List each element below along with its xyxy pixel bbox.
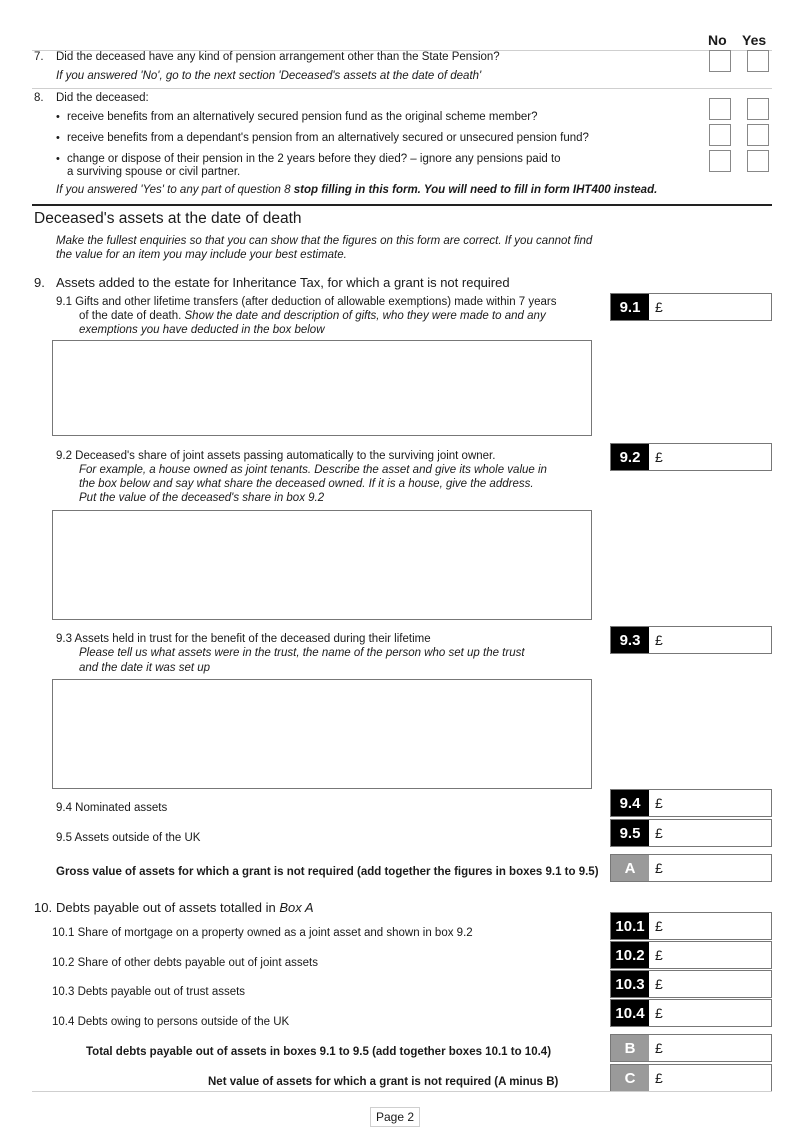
box-b-label: B: [611, 1035, 649, 1061]
q8-item-2-no-checkbox[interactable]: [709, 124, 731, 146]
pound-sign: £: [655, 860, 663, 876]
q8-item-1-no-checkbox[interactable]: [709, 98, 731, 120]
q9-1-line2: [79, 310, 546, 322]
q10-1-label: 10.1 Share of mortgage on a property owned as a joint asset and shown in box 9.2: [52, 927, 473, 939]
box-10-4-label: 10.4: [611, 1000, 649, 1026]
q8-item-2: receive benefits from a dependant's pension from an alternatively secured or unsecured pension fund?: [67, 132, 589, 144]
box-10-3-label: 10.3: [611, 971, 649, 997]
q7-number: 7.: [34, 51, 44, 63]
box-9-1[interactable]: [610, 293, 772, 321]
q9-5-label: 9.5 Assets outside of the UK: [56, 832, 201, 844]
q9-4-label: 9.4 Nominated assets: [56, 802, 168, 814]
pound-sign: £: [655, 1040, 663, 1056]
box-10-2[interactable]: [610, 941, 772, 969]
box-9-5[interactable]: [610, 819, 772, 847]
box-9-4-label: 9.4: [611, 790, 649, 816]
box-9-3[interactable]: [610, 626, 772, 654]
q10-text: [56, 900, 314, 915]
box-10-3[interactable]: [610, 970, 772, 998]
pound-sign: £: [655, 947, 663, 963]
pound-sign: £: [655, 976, 663, 992]
q9-2-line4: Put the value of the deceased's share in box 9.2: [79, 492, 325, 504]
q9-2-line3: the box below and say what share the deceased owned. If it is a house, give the address.: [79, 478, 534, 490]
q8-item-3: change or dispose of their pension in the 2 years before they died? – ignore any pensions paid to: [67, 153, 561, 165]
q10-text-italic: Box A: [279, 900, 314, 915]
pound-sign: £: [655, 449, 663, 465]
trust-assets-description-box[interactable]: [52, 679, 592, 789]
q9-1-line2-text: of the date of death.: [79, 310, 185, 322]
section-divider: [32, 204, 772, 206]
q8-item-3-no-checkbox[interactable]: [709, 150, 731, 172]
q8-item-1-yes-checkbox[interactable]: [747, 98, 769, 120]
bullet-icon: •: [56, 153, 60, 165]
box-c-label: C: [611, 1065, 649, 1091]
box-10-4[interactable]: [610, 999, 772, 1027]
box-9-1-label: 9.1: [611, 294, 649, 320]
q9-3-line1: 9.3 Assets held in trust for the benefit of the deceased during their lifetime: [56, 633, 431, 645]
section-intro-1: Make the fullest enquiries so that you can show that the figures on this form are correct. If you cannot find: [56, 235, 593, 247]
q10-4-label: 10.4 Debts owing to persons outside of the UK: [52, 1016, 290, 1028]
q8-item-2-yes-checkbox[interactable]: [747, 124, 769, 146]
q9-3-line3: and the date it was set up: [79, 662, 211, 674]
divider: [32, 1091, 772, 1092]
q7-no-checkbox[interactable]: [709, 50, 731, 72]
q9-1-line3: exemptions you have deducted in the box below: [79, 324, 325, 336]
pound-sign: £: [655, 918, 663, 934]
box-9-5-label: 9.5: [611, 820, 649, 846]
pound-sign: £: [655, 1070, 663, 1086]
q8-item-1: receive benefits from an alternatively secured pension fund as the original scheme member?: [67, 111, 538, 123]
net-value-label: Net value of assets for which a grant is not required (A minus B): [208, 1076, 559, 1088]
box-b[interactable]: [610, 1034, 772, 1062]
q9-1-line1: 9.1 Gifts and other lifetime transfers (after deduction of allowable exemptions) made within 7 years: [56, 296, 557, 308]
q9-2-line1: 9.2 Deceased's share of joint assets passing automatically to the surviving joint owner.: [56, 450, 496, 462]
gross-value-label: Gross value of assets for which a grant is not required (add together the figures in boxes 9.1 to 9.5): [56, 866, 599, 878]
pound-sign: £: [655, 825, 663, 841]
box-9-2-label: 9.2: [611, 444, 649, 470]
q8-note-bold: stop filling in this form. You will need to fill in form IHT400 instead.: [293, 184, 658, 196]
box-10-1[interactable]: [610, 912, 772, 940]
q9-3-line2: Please tell us what assets were in the trust, the name of the person who set up the trust: [79, 647, 525, 659]
q7-note: If you answered 'No', go to the next section 'Deceased's assets at the date of death': [56, 70, 482, 82]
q8-note-text: If you answered 'Yes' to any part of question 8: [56, 184, 294, 196]
total-debts-label: Total debts payable out of assets in boxes 9.1 to 9.5 (add together boxes 10.1 to 10.4): [86, 1046, 552, 1058]
bullet-icon: •: [56, 111, 60, 123]
q9-text: Assets added to the estate for Inheritance Tax, for which a grant is not required: [56, 275, 510, 290]
page-number: Page 2: [370, 1107, 420, 1127]
box-c[interactable]: [610, 1064, 772, 1092]
q9-2-line2: For example, a house owned as joint tenants. Describe the asset and give its whole value in: [79, 464, 547, 476]
box-10-1-label: 10.1: [611, 913, 649, 939]
q8-item-3-cont: a surviving spouse or civil partner.: [67, 166, 241, 178]
box-10-2-label: 10.2: [611, 942, 649, 968]
q10-3-label: 10.3 Debts payable out of trust assets: [52, 986, 246, 998]
section-intro-2: the value for an item you may include your best estimate.: [56, 249, 347, 261]
pound-sign: £: [655, 1005, 663, 1021]
box-9-2[interactable]: [610, 443, 772, 471]
q10-number: 10.: [34, 900, 53, 915]
bullet-icon: •: [56, 132, 60, 144]
pound-sign: £: [655, 632, 663, 648]
joint-assets-description-box[interactable]: [52, 510, 592, 620]
pound-sign: £: [655, 795, 663, 811]
q7-text: Did the deceased have any kind of pension arrangement other than the State Pension?: [56, 51, 500, 63]
q8-item-3-yes-checkbox[interactable]: [747, 150, 769, 172]
box-9-4[interactable]: [610, 789, 772, 817]
q8-note: [56, 184, 657, 196]
no-column-header: No: [708, 32, 727, 48]
q9-number: 9.: [34, 275, 45, 290]
gifts-description-box[interactable]: [52, 340, 592, 436]
section-title: Deceased's assets at the date of death: [34, 210, 302, 227]
q10-text-plain: Debts payable out of assets totalled in: [56, 900, 280, 915]
box-a[interactable]: [610, 854, 772, 882]
pound-sign: £: [655, 299, 663, 315]
q7-yes-checkbox[interactable]: [747, 50, 769, 72]
box-9-3-label: 9.3: [611, 627, 649, 653]
divider: [32, 88, 772, 89]
box-a-label: A: [611, 855, 649, 881]
yes-column-header: Yes: [742, 32, 767, 48]
q8-number: 8.: [34, 92, 44, 104]
q9-1-line2-italic: Show the date and description of gifts, who they were made to and any: [184, 310, 546, 322]
q8-text: Did the deceased:: [56, 92, 149, 104]
q10-2-label: 10.2 Share of other debts payable out of joint assets: [52, 957, 318, 969]
